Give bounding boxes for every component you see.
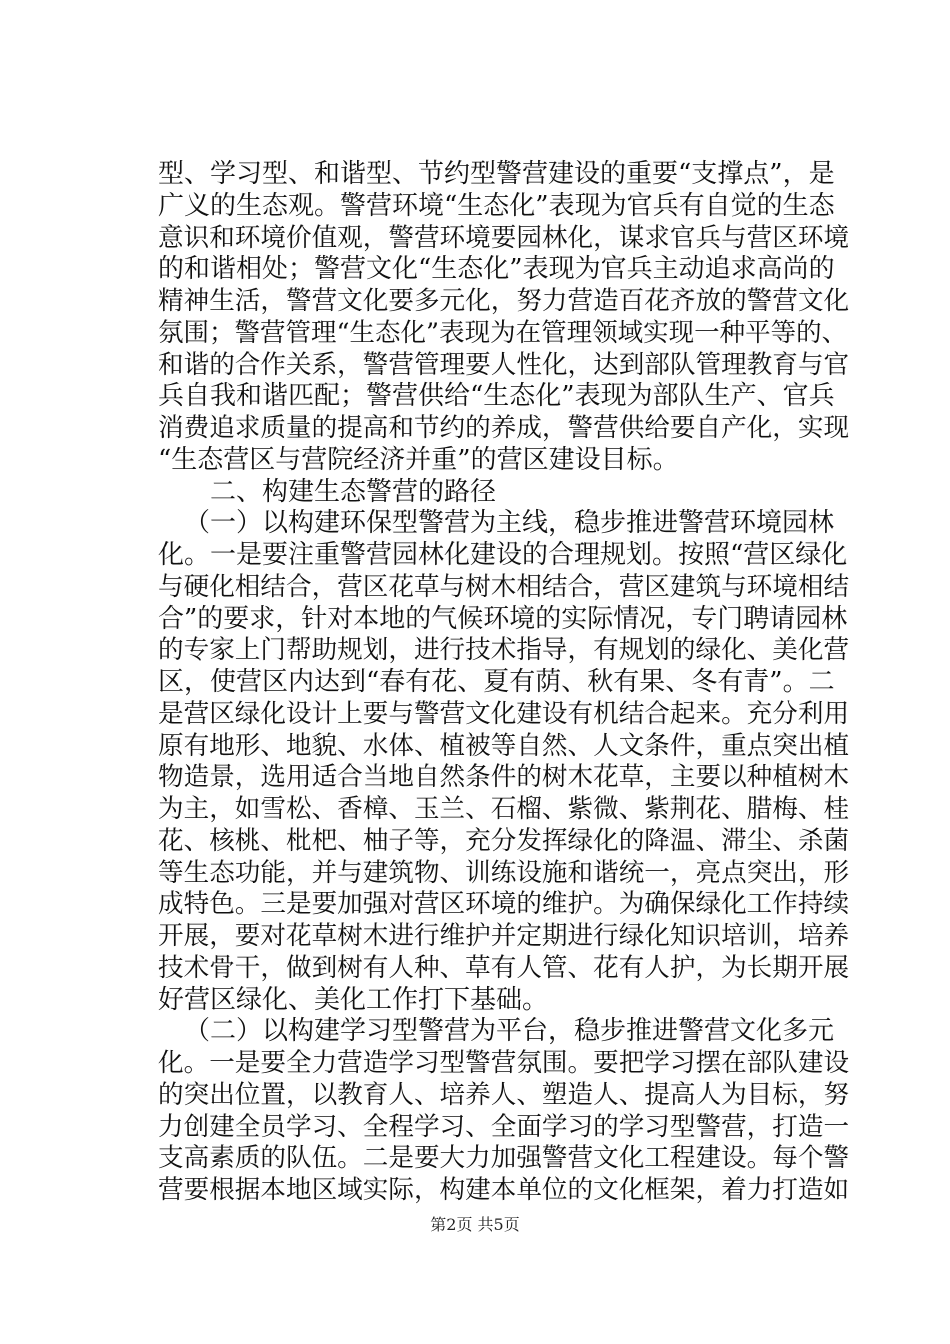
text-line: 化。一是要全力营造学习型警营氛围。要把学习摆在部队建设 [158,1048,850,1078]
text-line: “生态营区与营院经济并重”的营区建设目标。 [158,445,679,475]
text-line: 的和谐相处；警营文化“生态化”表现为官兵主动追求高尚的 [158,254,835,284]
text-line: 成特色。三是要加强对营区环境的维护。为确保绿化工作持续 [158,889,850,919]
text-line: 广义的生态观。警营环境“生态化”表现为官兵有自觉的生态 [158,191,835,221]
text-line: 区，使营区内达到“春有花、夏有荫、秋有果、冬有青”。二 [158,667,835,697]
text-line: 原有地形、地貌、水体、植被等自然、人文条件，重点突出植 [158,731,850,761]
text-line: 支高素质的队伍。二是要大力加强警营文化工程建设。每个警 [158,1143,850,1173]
text-line: 物造景，选用适合当地自然条件的树木花草，主要以种植树木 [158,762,850,792]
text-line: 兵自我和谐匹配；警营供给“生态化”表现为部队生产、官兵 [158,381,835,411]
text-line: 精神生活，警营文化要多元化，努力营造百花齐放的警营文化 [158,286,850,316]
text-line: 是营区绿化设计上要与警营文化建设有机结合起来。充分利用 [158,699,850,729]
text-line: （二）以构建学习型警营为平台，稳步推进警营文化多元 [184,1016,835,1046]
text-line: 力创建全员学习、全程学习、全面学习的学习型警营，打造一 [158,1112,850,1142]
page-number-footer: 第2页 共5页 [430,1215,520,1234]
text-line: 营要根据本地区域实际，构建本单位的文化框架，着力打造如 [158,1175,850,1205]
text-line: 开展，要对花草树木进行维护并定期进行绿化知识培训，培养 [158,921,850,951]
text-line: 为主，如雪松、香樟、玉兰、石榴、紫微、紫荆花、腊梅、桂 [158,794,850,824]
text-line: 型、学习型、和谐型、节约型警营建设的重要“支撑点”，是 [158,159,835,189]
text-line: 好营区绿化、美化工作打下基础。 [158,985,549,1015]
text-line: 化。一是要注重警营园林化建设的合理规划。按照“营区绿化 [158,540,848,570]
text-line: 消费追求质量的提高和节约的养成，警营供给要自产化，实现 [158,413,850,443]
text-line: 氛围；警营管理“生态化”表现为在管理领域实现一种平等的、 [158,318,848,348]
text-line: 和谐的合作关系，警营管理要人性化，达到部队管理教育与官 [158,350,850,380]
text-line: 等生态功能，并与建筑物、训练设施和谐统一，亮点突出，形 [158,858,850,888]
section-heading: 二、构建生态警营的路径 [210,477,497,507]
text-line: 意识和环境价值观，警营环境要园林化，谋求官兵与营区环境 [158,223,850,253]
text-line: 合”的要求，针对本地的气候环境的实际情况，专门聘请园林 [158,604,848,634]
text-line: 花、核桃、枇杷、柚子等，充分发挥绿化的降温、滞尘、杀菌 [158,826,850,856]
text-line: 技术骨干，做到树有人种、草有人管、花有人护，为长期开展 [158,953,850,983]
text-line: 的专家上门帮助规划，进行技术指导，有规划的绿化、美化营 [158,635,850,665]
text-line: 的突出位置，以教育人、培养人、塑造人、提高人为目标，努 [158,1080,850,1110]
text-line: （一）以构建环保型警营为主线，稳步推进警营环境园林 [184,508,835,538]
text-line: 与硬化相结合，营区花草与树木相结合，营区建筑与环境相结 [158,572,850,602]
